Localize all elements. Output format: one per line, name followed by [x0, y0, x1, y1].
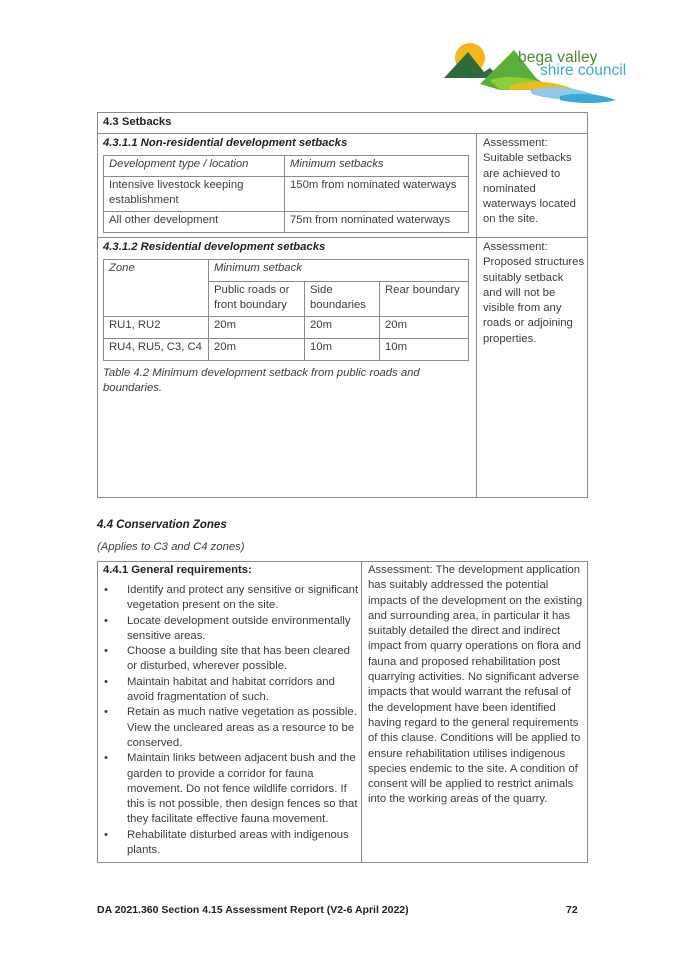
list-item: • Retain as much native vegetation as possible. View the uncleared areas as a resource to be conserved. [101, 705, 359, 751]
table-cell: 10m [380, 339, 469, 361]
list-item: • Maintain links between adjacent bush and the garden to provide a corridor for fauna movement. Do not fence wildlife corridors. If this is not possible, then design fences so that they facilitate effective fauna movement. [101, 751, 359, 827]
table-cell: 150m from nominated waterways [285, 177, 469, 212]
footer-text: DA 2021.360 Section 4.15 Assessment Report (V2-6 April 2022) [97, 904, 409, 916]
table-row [104, 177, 469, 212]
non-residential-heading: 4.3.1.1 Non-residential development setbacks [103, 137, 348, 149]
divider [476, 133, 477, 498]
non-residential-table [103, 155, 469, 233]
residential-heading: 4.3.1.2 Residential development setbacks [103, 241, 326, 253]
column-header: Rear boundary [380, 282, 469, 317]
table-cell: RU1, RU2 [104, 317, 209, 339]
column-header: Minimum setback [209, 260, 469, 282]
list-item: • Identify and protect any sensitive or significant vegetation present on the site. [101, 583, 359, 614]
table-cell: RU4, RU5, C3, C4 [104, 339, 209, 361]
residential-assessment: Assessment: Proposed structures suitably setback and will not be visible from any roads or adjoining properties. [483, 241, 585, 345]
requirements-list [101, 583, 359, 858]
general-requirements-heading: 4.4.1 General requirements: [103, 564, 252, 576]
divider [361, 561, 362, 863]
list-item: • Choose a building site that has been cleared or disturbed, wherever possible. [101, 644, 359, 675]
table-row [104, 317, 469, 339]
list-item: • Maintain habitat and habitat corridors and avoid fragmentation of such. [101, 675, 359, 706]
conservation-applies: (Applies to C3 and C4 zones) [97, 541, 245, 553]
setbacks-title: 4.3 Setbacks [103, 116, 172, 128]
non-residential-assessment: Assessment: Suitable setbacks are achieved to nominated waterways located on the site. [483, 137, 576, 226]
page-number: 72 [566, 904, 578, 916]
table-cell: 75m from nominated waterways [285, 212, 469, 233]
divider [97, 133, 588, 134]
table-cell: 20m [209, 317, 305, 339]
table-cell: 20m [305, 317, 380, 339]
table-row [104, 339, 469, 361]
column-header: Side boundaries [305, 282, 380, 317]
column-header: Zone [104, 260, 209, 317]
conservation-title: 4.4 Conservation Zones [97, 519, 227, 531]
table-cell: All other development [104, 212, 285, 233]
table-row [104, 212, 469, 233]
list-item: • Locate development outside environmentally sensitive areas. [101, 614, 359, 645]
column-header: Minimum setbacks [285, 156, 469, 177]
logo-text-line1: bega valley [518, 49, 598, 66]
table-cell: 10m [305, 339, 380, 361]
conservation-assessment: Assessment: The development application has suitably addressed the potential impacts of the development on the existing and surrounding area, in particular it has suitably detailed the direct and indirect impact from quarry operations on flora and fauna and proposed rehabilitation post quarrying activities. No significant adverse impacts that would warrant the refusal of the development have been identified having regard to the general requirements of this clause. Conditions will be applied to ensure rehabilitation utilises indigenous species endemic to the site. A condition of consent will be applied to restrict animals into the working areas of the quarry. [368, 564, 583, 806]
table-cell: 20m [380, 317, 469, 339]
table-cell: 20m [209, 339, 305, 361]
divider [97, 237, 588, 238]
list-item: • Rehabilitate disturbed areas with indigenous plants. [101, 828, 359, 859]
table-caption: Table 4.2 Minimum development setback from public roads and boundaries. [103, 367, 420, 395]
residential-table [103, 259, 469, 361]
logo-text-line2: shire council [540, 62, 627, 79]
column-header: Public roads or front boundary [209, 282, 305, 317]
table-cell: Intensive livestock keeping establishment [104, 177, 285, 212]
column-header: Development type / location [104, 156, 285, 177]
